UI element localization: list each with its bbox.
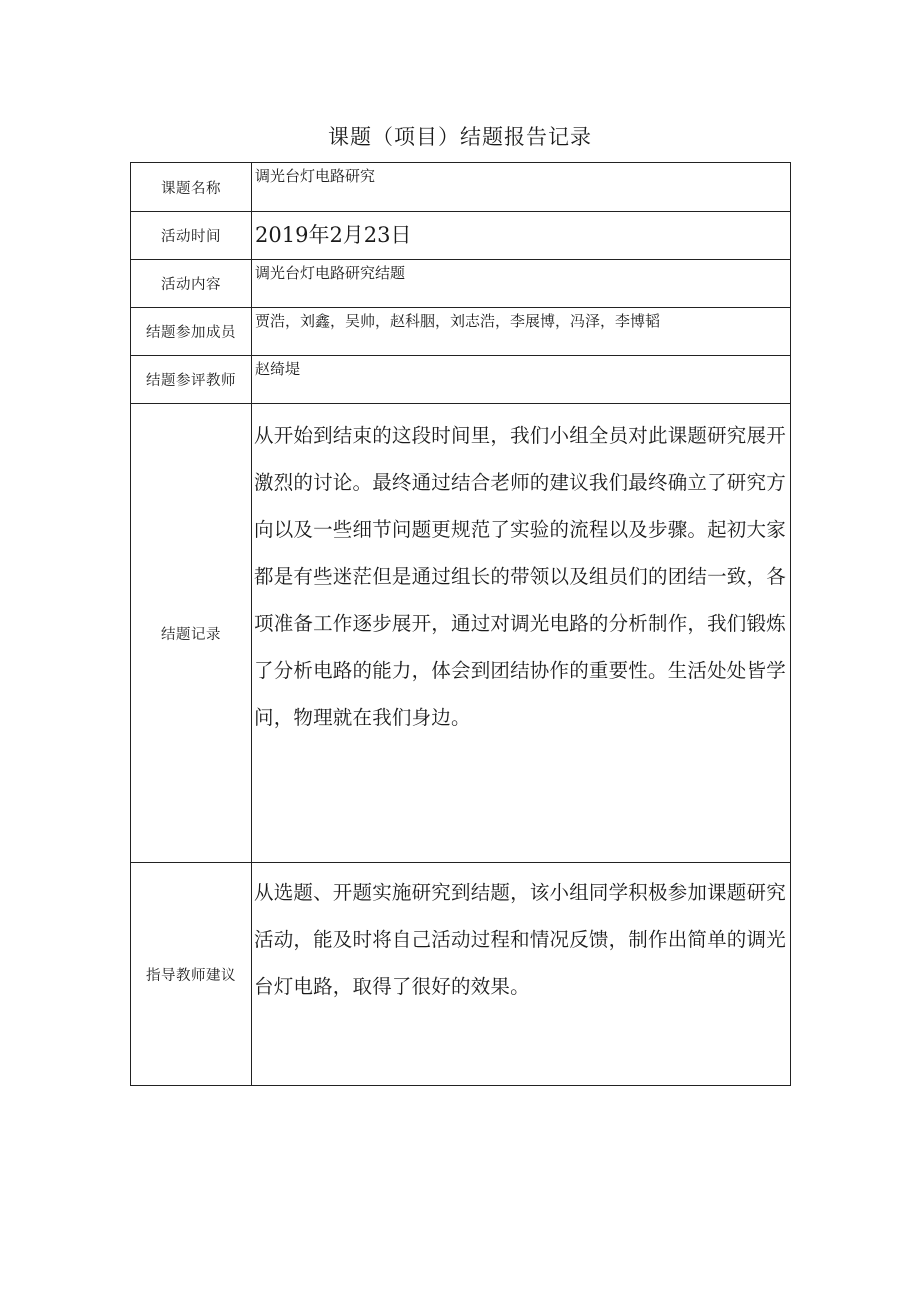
row-activity-content	[131, 260, 791, 308]
topic-name-value: 调光台灯电路研究	[252, 163, 791, 212]
record-label: 结题记录	[131, 404, 252, 863]
reviewer-value: 赵绮堤	[252, 356, 791, 404]
activity-content-value: 调光台灯电路研究结题	[252, 260, 791, 308]
topic-name-label: 课题名称	[131, 163, 252, 212]
row-topic-name	[131, 163, 791, 212]
row-members	[131, 308, 791, 356]
activity-time-label: 活动时间	[131, 212, 252, 260]
advice-label: 指导教师建议	[131, 863, 252, 1086]
document-title: 课题（项目）结题报告记录	[328, 125, 592, 149]
activity-content-label: 活动内容	[131, 260, 252, 308]
row-reviewer	[131, 356, 791, 404]
record-value: 从开始到结束的这段时间里，我们小组全员对此课题研究展开激烈的讨论。最终通过结合老师的建议我们最终确立了研究方向以及一些细节问题更规范了实验的流程以及步骤。起初大家都是有些迷茫但是通过组长的带领以及组员们的团结一致，各项准备工作逐步展开，通过对调光电路的分析制作，我们锻炼了分析电路的能力，体会到团结协作的重要性。生活处处皆学问，物理就在我们身边。	[252, 404, 791, 863]
row-activity-time	[131, 212, 791, 260]
report-table	[130, 162, 791, 1086]
row-advice	[131, 863, 791, 1086]
activity-time-value: 2019年2月23日	[252, 212, 791, 260]
members-label: 结题参加成员	[131, 308, 252, 356]
advice-value: 从选题、开题实施研究到结题，该小组同学积极参加课题研究活动，能及时将自己活动过程和情况反馈，制作出简单的调光台灯电路，取得了很好的效果。	[252, 863, 791, 1086]
members-value: 贾浩，刘鑫，吴帅，赵科胭，刘志浩，李展博，冯泽，李博韬	[252, 308, 791, 356]
row-record	[131, 404, 791, 863]
reviewer-label: 结题参评教师	[131, 356, 252, 404]
